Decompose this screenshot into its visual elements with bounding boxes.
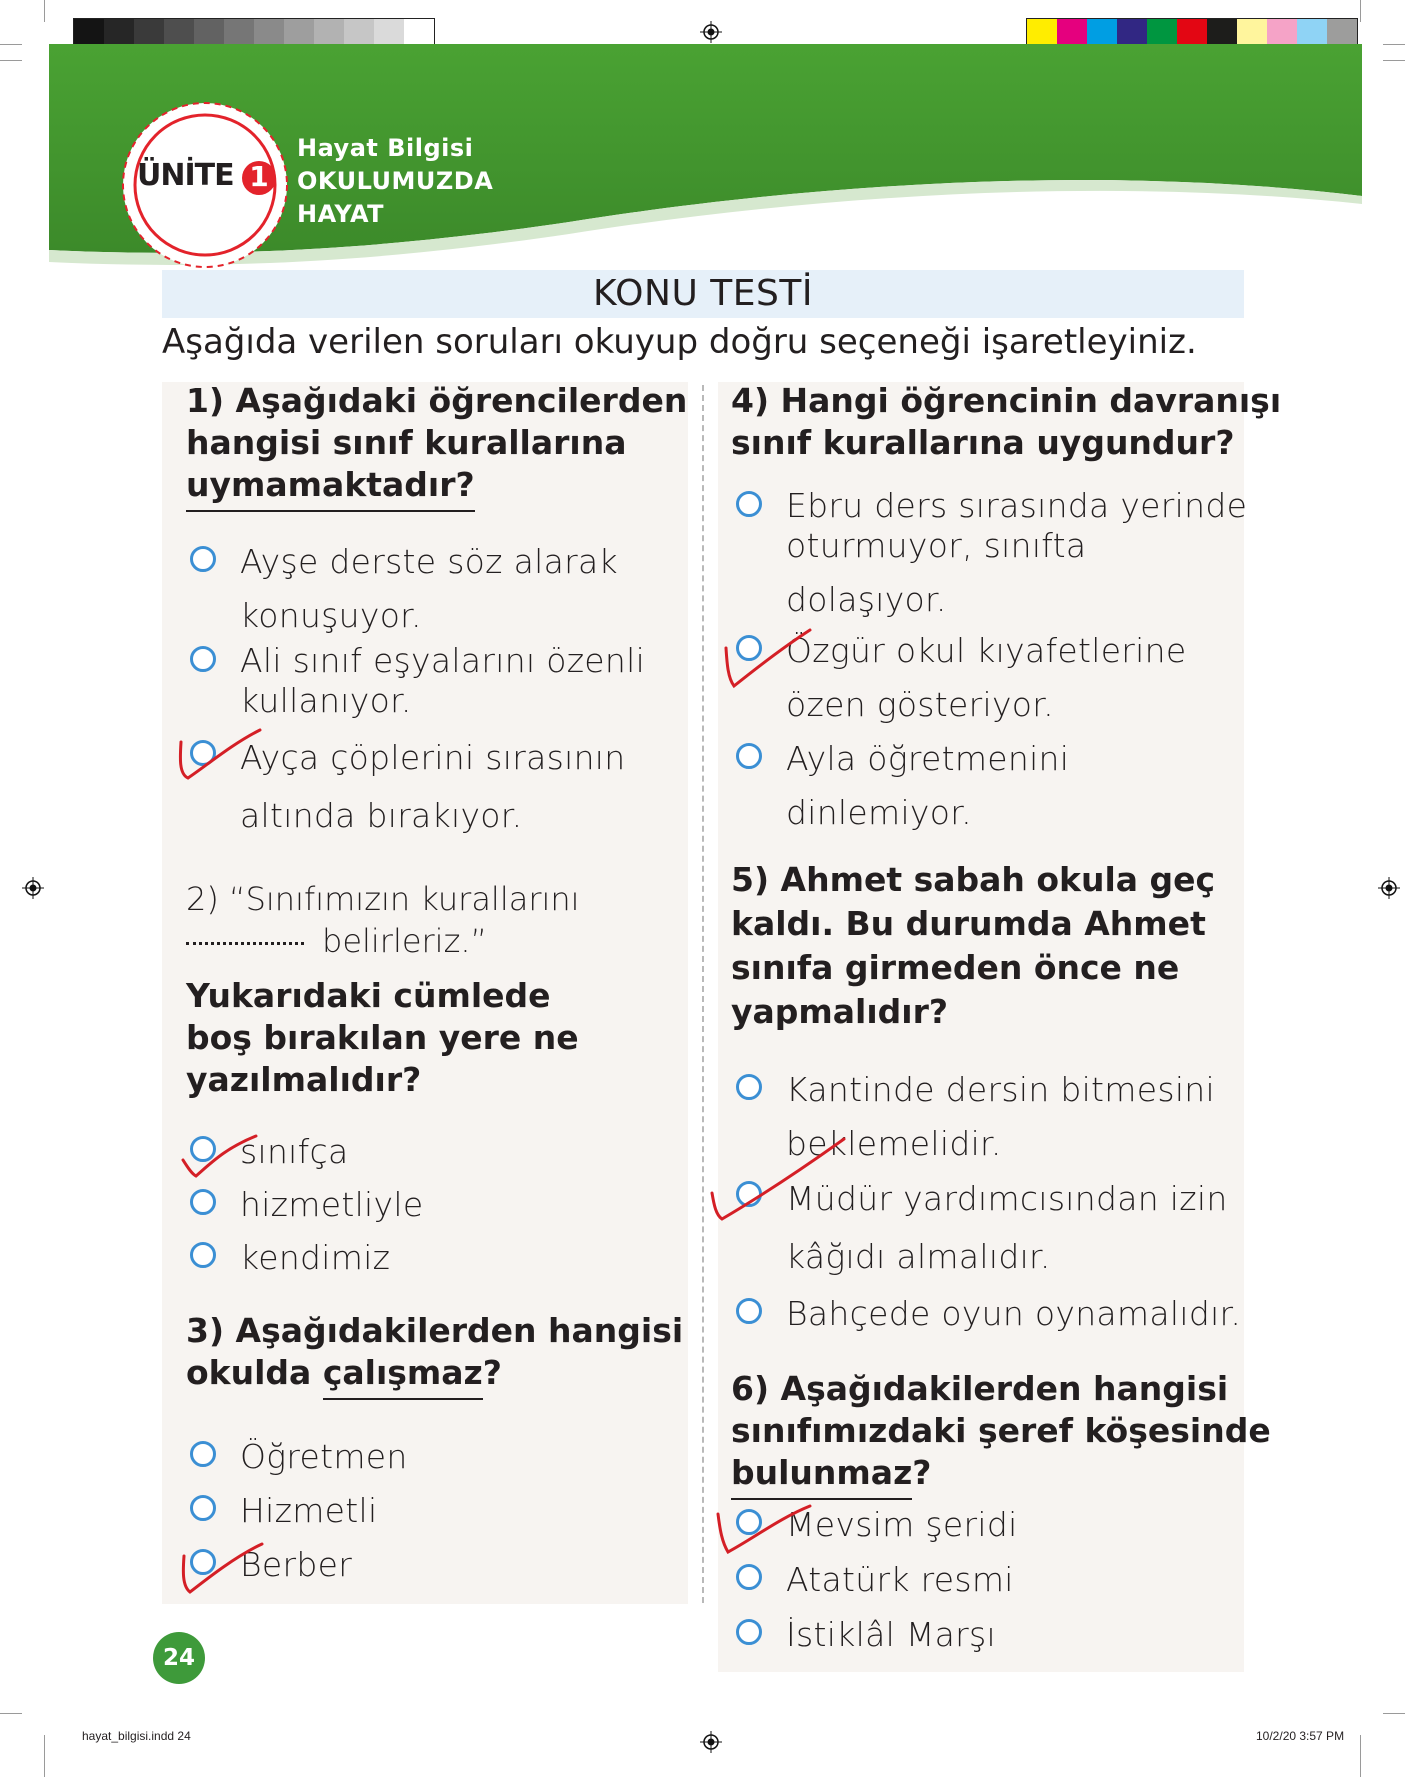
quote-line: 2) “Sınıfımızın kurallarını <box>186 880 580 918</box>
subject-line: Hayat Bilgisi <box>297 134 474 162</box>
option-line: dinlemiyor. <box>786 793 972 832</box>
question-line: 1) Aşağıdaki öğrencilerden <box>186 381 688 420</box>
check-mark-icon <box>714 1500 814 1556</box>
option-line: oturmuyor, sınıfta <box>786 526 1087 565</box>
option-line: altında bırakıyor. <box>240 796 523 835</box>
option-line: kullanıyor. <box>240 681 412 720</box>
radio-button[interactable] <box>736 743 762 769</box>
question-line: yapmalıdır? <box>731 992 949 1031</box>
option-line: Ayla öğretmenini <box>786 739 1070 778</box>
subject-line: HAYAT <box>297 200 385 228</box>
question-line: hangisi sınıf kurallarına <box>186 423 627 462</box>
radio-button[interactable] <box>736 1074 762 1100</box>
option-text: Atatürk resmi <box>786 1560 1014 1599</box>
crop-mark <box>0 1713 22 1714</box>
registration-mark-icon <box>700 1731 722 1753</box>
option-text <box>240 641 645 721</box>
question-line: ? <box>482 1353 502 1392</box>
footer-filename: hayat_bilgisi.indd 24 <box>82 1729 191 1743</box>
unit-word: ÜNİTE <box>137 158 234 193</box>
question-4-option-c[interactable] <box>736 732 1069 840</box>
column-divider <box>702 385 704 1603</box>
question-2-text <box>186 975 579 1101</box>
check-mark-icon <box>708 1135 848 1225</box>
question-3-option-a[interactable] <box>190 1430 408 1484</box>
crop-mark <box>1383 44 1405 45</box>
option-text: sınıfça <box>240 1132 349 1171</box>
question-keyword: uymamaktadır? <box>186 464 475 512</box>
question-line: sınıfa girmeden önce ne <box>731 948 1180 987</box>
option-text: Öğretmen <box>240 1437 408 1476</box>
radio-button[interactable] <box>736 491 762 517</box>
subject-title <box>297 132 493 231</box>
option-line: Ayşe derste söz alarak <box>240 542 618 581</box>
question-line: ? <box>912 1453 932 1492</box>
radio-button[interactable] <box>190 1242 216 1268</box>
crop-mark <box>44 1735 45 1777</box>
radio-button[interactable] <box>190 1495 216 1521</box>
footer-timestamp: 10/2/20 3:57 PM <box>1256 1729 1345 1743</box>
title-bar <box>162 270 1244 318</box>
question-line: 5) Ahmet sabah okula geç <box>731 860 1216 899</box>
registration-mark-icon <box>22 877 44 899</box>
question-1-option-b[interactable] <box>190 635 645 721</box>
question-5-option-c[interactable] <box>736 1287 1241 1341</box>
question-2-option-b[interactable] <box>190 1178 423 1232</box>
quote-line: belirleriz.” <box>322 922 488 960</box>
page-number: 24 <box>153 1632 205 1684</box>
question-line: kaldı. Bu durumda Ahmet <box>731 904 1206 943</box>
crop-mark <box>1360 1735 1361 1777</box>
check-mark-icon <box>180 1130 260 1182</box>
question-line: boş bırakılan yere ne <box>186 1018 579 1057</box>
blank-dotted-line <box>186 942 304 945</box>
question-3-option-b[interactable] <box>190 1484 377 1538</box>
option-line: özen gösteriyor. <box>786 685 1054 724</box>
question-6-option-c[interactable] <box>736 1608 996 1662</box>
option-line: Müdür yardımcısından izin <box>786 1179 1228 1218</box>
question-line: sınıfımızdaki şeref köşesinde <box>731 1411 1271 1450</box>
option-text: Hizmetli <box>240 1491 378 1530</box>
option-line: Ayça çöplerini sırasının <box>240 738 626 777</box>
question-line: yazılmalıdır? <box>186 1060 422 1099</box>
question-4-option-a[interactable] <box>736 480 1247 620</box>
question-line: sınıf kurallarına uygundur? <box>731 423 1235 462</box>
question-line: Yukarıdaki cümlede <box>186 976 551 1015</box>
registration-mark-icon <box>1378 877 1400 899</box>
radio-button[interactable] <box>736 1619 762 1645</box>
option-line: Kantinde dersin bitmesini <box>786 1070 1215 1109</box>
crop-mark <box>1383 1713 1405 1714</box>
crop-mark <box>44 0 45 22</box>
option-text <box>786 486 1247 620</box>
crop-mark <box>0 60 22 61</box>
page-title: KONU TESTİ <box>593 273 813 314</box>
question-2-option-c[interactable] <box>190 1231 390 1285</box>
option-text: kendimiz <box>240 1238 391 1277</box>
radio-button[interactable] <box>190 1441 216 1467</box>
option-text: hizmetliyle <box>240 1185 424 1224</box>
radio-button[interactable] <box>190 546 216 572</box>
question-line: okulda <box>186 1353 323 1392</box>
crop-mark <box>1360 0 1361 22</box>
unit-label <box>137 156 234 196</box>
option-text: İstiklâl Marşı <box>786 1615 997 1654</box>
question-4-text <box>731 380 1281 464</box>
check-mark-icon <box>720 626 816 690</box>
radio-button[interactable] <box>190 646 216 672</box>
question-3-text <box>186 1310 683 1400</box>
option-line: dolaşıyor. <box>786 580 947 619</box>
option-line: beklemelidir. <box>786 1124 1002 1163</box>
option-text <box>240 729 626 845</box>
question-6-option-b[interactable] <box>736 1553 1014 1607</box>
option-line: Özgür okul kıyafetlerine <box>786 631 1187 670</box>
option-line: kâğıdı almalıdır. <box>786 1237 1051 1276</box>
crop-mark <box>0 44 22 45</box>
question-2-quote <box>186 878 580 962</box>
option-text: Mevsim şeridi <box>786 1505 1018 1544</box>
question-1-option-a[interactable] <box>190 535 618 643</box>
option-text <box>786 624 1186 732</box>
question-keyword: bulunmaz <box>731 1452 912 1500</box>
option-text: Bahçede oyun oynamalıdır. <box>786 1294 1242 1333</box>
option-text <box>240 535 618 643</box>
radio-button[interactable] <box>190 1189 216 1215</box>
question-5-text <box>731 858 1215 1034</box>
subject-line: OKULUMUZDA <box>297 167 494 195</box>
radio-button[interactable] <box>736 1564 762 1590</box>
check-mark-icon <box>176 726 266 784</box>
registration-mark-icon <box>700 21 722 43</box>
question-keyword: çalışmaz <box>323 1352 483 1400</box>
option-text <box>786 1170 1228 1286</box>
radio-button[interactable] <box>736 1298 762 1324</box>
option-line: konuşuyor. <box>240 596 422 635</box>
question-6-text <box>731 1368 1271 1500</box>
question-line: 6) Aşağıdakilerden hangisi <box>731 1369 1229 1408</box>
question-1-text <box>186 380 687 512</box>
option-text <box>786 732 1069 840</box>
option-text: Berber <box>240 1545 353 1584</box>
question-line: 4) Hangi öğrencinin davranışı <box>731 381 1282 420</box>
option-line: Ebru ders sırasında yerinde <box>786 486 1248 525</box>
crop-mark <box>1383 60 1405 61</box>
option-line: Ali sınıf eşyalarını özenli <box>240 641 646 680</box>
question-line: 3) Aşağıdakilerden hangisi <box>186 1311 684 1350</box>
instruction-text: Aşağıda verilen soruları okuyup doğru seçeneği işaretleyiniz. <box>162 322 1197 362</box>
option-text <box>786 1063 1215 1171</box>
check-mark-icon <box>178 1538 268 1596</box>
unit-number: 1 <box>249 160 269 193</box>
